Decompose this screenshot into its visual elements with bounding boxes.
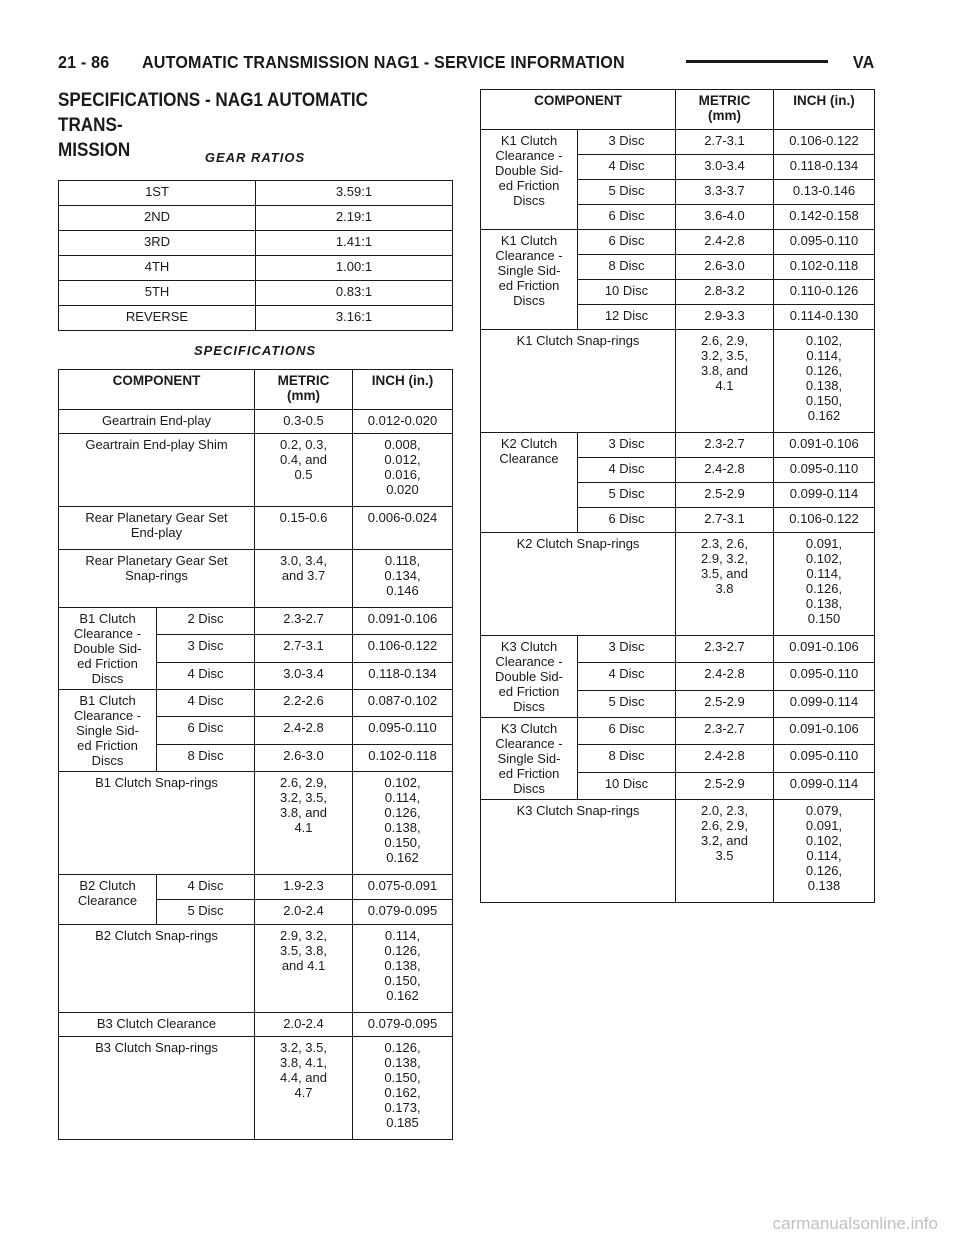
- disc-count-cell: 6 Disc: [578, 718, 676, 745]
- page-number: 21 - 86: [58, 52, 110, 72]
- disc-count-cell: 5 Disc: [578, 690, 676, 717]
- disc-count-cell: 3 Disc: [578, 433, 676, 458]
- disc-count-cell: 3 Disc: [157, 635, 255, 662]
- inch-value-cell: 0.091-0.106: [774, 433, 875, 458]
- inch-value-cell: 0.106-0.122: [774, 508, 875, 533]
- inch-value-cell: 0.095-0.110: [774, 663, 875, 690]
- inch-value-cell: 0.126, 0.138, 0.150, 0.162, 0.173, 0.185: [353, 1037, 453, 1140]
- metric-value-cell: 2.7-3.1: [255, 635, 353, 662]
- metric-value-cell: 2.5-2.9: [676, 690, 774, 717]
- table-row: [59, 256, 453, 281]
- inch-value-cell: 0.102-0.118: [353, 744, 453, 771]
- component-cell: B2 Clutch Snap-rings: [59, 925, 255, 1013]
- gear-name: 1ST: [59, 181, 256, 206]
- component-cell: K1 Clutch Snap-rings: [481, 330, 676, 433]
- component-cell: K2 Clutch Snap-rings: [481, 533, 676, 636]
- inch-value-cell: 0.106-0.122: [353, 635, 453, 662]
- component-cell: Rear Planetary Gear Set Snap-rings: [59, 550, 255, 608]
- inch-value-cell: 0.008, 0.012, 0.016, 0.020: [353, 434, 453, 507]
- metric-value-cell: 3.3-3.7: [676, 180, 774, 205]
- header-row: [481, 90, 875, 130]
- specifications-table-left: [58, 369, 453, 1140]
- column-header-metric: METRIC (mm): [676, 90, 774, 130]
- disc-count-cell: 6 Disc: [578, 205, 676, 230]
- table-row: [59, 925, 453, 1013]
- metric-value-cell: 2.7-3.1: [676, 130, 774, 155]
- table-row: [59, 875, 453, 900]
- table-row: [59, 1037, 453, 1140]
- table-row: [59, 772, 453, 875]
- metric-value-cell: 2.5-2.9: [676, 483, 774, 508]
- table-row: [481, 800, 875, 903]
- column-header-inch: INCH (in.): [353, 370, 453, 410]
- page-header: [58, 40, 874, 80]
- table-row: [59, 434, 453, 507]
- inch-value-cell: 0.114, 0.126, 0.138, 0.150, 0.162: [353, 925, 453, 1013]
- table-row: [59, 507, 453, 550]
- table-row: [481, 533, 875, 636]
- inch-value-cell: 0.102, 0.114, 0.126, 0.138, 0.150, 0.162: [774, 330, 875, 433]
- component-group-cell: K1 Clutch Clearance - Double Sid- ed Friction Discs: [481, 130, 578, 230]
- inch-value-cell: 0.091-0.106: [353, 608, 453, 635]
- disc-count-cell: 4 Disc: [157, 690, 255, 717]
- inch-value-cell: 0.118-0.134: [353, 662, 453, 689]
- metric-value-cell: 2.9, 3.2, 3.5, 3.8, and 4.1: [255, 925, 353, 1013]
- vehicle-code: VA: [852, 52, 874, 72]
- table-row: [59, 690, 453, 717]
- inch-value-cell: 0.075-0.091: [353, 875, 453, 900]
- inch-value-cell: 0.102, 0.114, 0.126, 0.138, 0.150, 0.162: [353, 772, 453, 875]
- metric-value-cell: 2.3-2.7: [255, 608, 353, 635]
- disc-count-cell: 3 Disc: [578, 636, 676, 663]
- component-cell: Rear Planetary Gear Set End-play: [59, 507, 255, 550]
- component-group-cell: K3 Clutch Clearance - Single Sid- ed Friction Discs: [481, 718, 578, 800]
- component-group-cell: K2 Clutch Clearance: [481, 433, 578, 533]
- inch-value-cell: 0.110-0.126: [774, 280, 875, 305]
- inch-value-cell: 0.095-0.110: [774, 745, 875, 772]
- gear-ratio-value: 3.16:1: [256, 306, 453, 331]
- table-row: [59, 281, 453, 306]
- gear-name: REVERSE: [59, 306, 256, 331]
- disc-count-cell: 3 Disc: [578, 130, 676, 155]
- gear-ratio-value: 2.19:1: [256, 206, 453, 231]
- metric-value-cell: 2.6-3.0: [676, 255, 774, 280]
- table-row: [59, 1013, 453, 1037]
- component-group-cell: K3 Clutch Clearance - Double Sid- ed Friction Discs: [481, 636, 578, 718]
- gear-ratio-value: 0.83:1: [256, 281, 453, 306]
- metric-value-cell: 3.0, 3.4, and 3.7: [255, 550, 353, 608]
- metric-value-cell: 2.4-2.8: [676, 663, 774, 690]
- component-cell: B3 Clutch Snap-rings: [59, 1037, 255, 1140]
- inch-value-cell: 0.099-0.114: [774, 483, 875, 508]
- metric-value-cell: 2.0-2.4: [255, 1013, 353, 1037]
- metric-value-cell: 2.5-2.9: [676, 772, 774, 799]
- metric-value-cell: 2.9-3.3: [676, 305, 774, 330]
- inch-value-cell: 0.091-0.106: [774, 718, 875, 745]
- inch-value-cell: 0.118, 0.134, 0.146: [353, 550, 453, 608]
- metric-value-cell: 2.3-2.7: [676, 636, 774, 663]
- inch-value-cell: 0.091-0.106: [774, 636, 875, 663]
- metric-value-cell: 2.7-3.1: [676, 508, 774, 533]
- gear-name: 5TH: [59, 281, 256, 306]
- inch-value-cell: 0.114-0.130: [774, 305, 875, 330]
- inch-value-cell: 0.087-0.102: [353, 690, 453, 717]
- table-row: [59, 410, 453, 434]
- disc-count-cell: 4 Disc: [578, 663, 676, 690]
- inch-value-cell: 0.13-0.146: [774, 180, 875, 205]
- metric-value-cell: 3.2, 3.5, 3.8, 4.1, 4.4, and 4.7: [255, 1037, 353, 1140]
- specifications-table-right: [480, 89, 875, 903]
- table-row: [59, 550, 453, 608]
- component-group-cell: K1 Clutch Clearance - Single Sid- ed Friction Discs: [481, 230, 578, 330]
- metric-value-cell: 0.2, 0.3, 0.4, and 0.5: [255, 434, 353, 507]
- component-group-cell: B1 Clutch Clearance - Double Sid- ed Friction Discs: [59, 608, 157, 690]
- table-row: [481, 636, 875, 663]
- watermark: carmanualsonline.info: [772, 1214, 938, 1233]
- disc-count-cell: 8 Disc: [578, 745, 676, 772]
- component-cell: B3 Clutch Clearance: [59, 1013, 255, 1037]
- section-title: SPECIFICATIONS - NAG1 AUTOMATIC TRANS- MISSION: [58, 90, 369, 161]
- metric-value-cell: 2.4-2.8: [676, 230, 774, 255]
- inch-value-cell: 0.142-0.158: [774, 205, 875, 230]
- table-row: [481, 330, 875, 433]
- disc-count-cell: 5 Disc: [157, 900, 255, 925]
- disc-count-cell: 6 Disc: [157, 717, 255, 744]
- disc-count-cell: 4 Disc: [157, 875, 255, 900]
- component-cell: B1 Clutch Snap-rings: [59, 772, 255, 875]
- table-row: [481, 433, 875, 458]
- header-rule: [686, 60, 828, 63]
- disc-count-cell: 4 Disc: [157, 662, 255, 689]
- gear-ratio-value: 1.00:1: [256, 256, 453, 281]
- gear-name: 4TH: [59, 256, 256, 281]
- metric-value-cell: 2.4-2.8: [676, 458, 774, 483]
- metric-value-cell: 2.8-3.2: [676, 280, 774, 305]
- component-cell: Geartrain End-play: [59, 410, 255, 434]
- table-row: [59, 306, 453, 331]
- inch-value-cell: 0.099-0.114: [774, 772, 875, 799]
- disc-count-cell: 8 Disc: [157, 744, 255, 771]
- inch-value-cell: 0.095-0.110: [353, 717, 453, 744]
- metric-value-cell: 2.4-2.8: [676, 745, 774, 772]
- table-row: [481, 718, 875, 745]
- table-row: [481, 230, 875, 255]
- disc-count-cell: 4 Disc: [578, 458, 676, 483]
- inch-value-cell: 0.099-0.114: [774, 690, 875, 717]
- disc-count-cell: 10 Disc: [578, 280, 676, 305]
- disc-count-cell: 12 Disc: [578, 305, 676, 330]
- disc-count-cell: 5 Disc: [578, 180, 676, 205]
- running-title: AUTOMATIC TRANSMISSION NAG1 - SERVICE INFORMATION: [142, 52, 625, 72]
- component-cell: K3 Clutch Snap-rings: [481, 800, 676, 903]
- metric-value-cell: 2.0-2.4: [255, 900, 353, 925]
- gear-ratios-caption: GEAR RATIOS: [204, 150, 306, 165]
- inch-value-cell: 0.006-0.024: [353, 507, 453, 550]
- metric-value-cell: 2.6, 2.9, 3.2, 3.5, 3.8, and 4.1: [676, 330, 774, 433]
- inch-value-cell: 0.095-0.110: [774, 458, 875, 483]
- table-row: [59, 206, 453, 231]
- disc-count-cell: 5 Disc: [578, 483, 676, 508]
- inch-value-cell: 0.118-0.134: [774, 155, 875, 180]
- table-row: [481, 130, 875, 155]
- metric-value-cell: 0.15-0.6: [255, 507, 353, 550]
- disc-count-cell: 4 Disc: [578, 155, 676, 180]
- component-group-cell: B1 Clutch Clearance - Single Sid- ed Friction Discs: [59, 690, 157, 772]
- inch-value-cell: 0.079-0.095: [353, 1013, 453, 1037]
- inch-value-cell: 0.079-0.095: [353, 900, 453, 925]
- metric-value-cell: 0.3-0.5: [255, 410, 353, 434]
- table-row: [59, 608, 453, 635]
- inch-value-cell: 0.095-0.110: [774, 230, 875, 255]
- inch-value-cell: 0.102-0.118: [774, 255, 875, 280]
- disc-count-cell: 2 Disc: [157, 608, 255, 635]
- disc-count-cell: 10 Disc: [578, 772, 676, 799]
- gear-name: 3RD: [59, 231, 256, 256]
- metric-value-cell: 3.0-3.4: [255, 662, 353, 689]
- column-header-component: COMPONENT: [481, 90, 676, 130]
- gear-ratio-value: 3.59:1: [256, 181, 453, 206]
- metric-value-cell: 2.2-2.6: [255, 690, 353, 717]
- disc-count-cell: 6 Disc: [578, 508, 676, 533]
- inch-value-cell: 0.012-0.020: [353, 410, 453, 434]
- metric-value-cell: 2.3-2.7: [676, 433, 774, 458]
- gear-ratios-table: [58, 180, 453, 331]
- specifications-caption: SPECIFICATIONS: [193, 343, 317, 358]
- inch-value-cell: 0.079, 0.091, 0.102, 0.114, 0.126, 0.138: [774, 800, 875, 903]
- disc-count-cell: 8 Disc: [578, 255, 676, 280]
- component-cell: Geartrain End-play Shim: [59, 434, 255, 507]
- column-header-inch: INCH (in.): [774, 90, 875, 130]
- inch-value-cell: 0.091, 0.102, 0.114, 0.126, 0.138, 0.150: [774, 533, 875, 636]
- metric-value-cell: 3.0-3.4: [676, 155, 774, 180]
- component-group-cell: B2 Clutch Clearance: [59, 875, 157, 925]
- metric-value-cell: 2.4-2.8: [255, 717, 353, 744]
- metric-value-cell: 2.0, 2.3, 2.6, 2.9, 3.2, and 3.5: [676, 800, 774, 903]
- column-header-metric: METRIC (mm): [255, 370, 353, 410]
- gear-name: 2ND: [59, 206, 256, 231]
- metric-value-cell: 1.9-2.3: [255, 875, 353, 900]
- table-row: [59, 231, 453, 256]
- metric-value-cell: 2.6-3.0: [255, 744, 353, 771]
- table-row: [59, 181, 453, 206]
- metric-value-cell: 2.3-2.7: [676, 718, 774, 745]
- column-header-component: COMPONENT: [59, 370, 255, 410]
- disc-count-cell: 6 Disc: [578, 230, 676, 255]
- metric-value-cell: 2.3, 2.6, 2.9, 3.2, 3.5, and 3.8: [676, 533, 774, 636]
- inch-value-cell: 0.106-0.122: [774, 130, 875, 155]
- metric-value-cell: 2.6, 2.9, 3.2, 3.5, 3.8, and 4.1: [255, 772, 353, 875]
- header-row: [59, 370, 453, 410]
- metric-value-cell: 3.6-4.0: [676, 205, 774, 230]
- gear-ratio-value: 1.41:1: [256, 231, 453, 256]
